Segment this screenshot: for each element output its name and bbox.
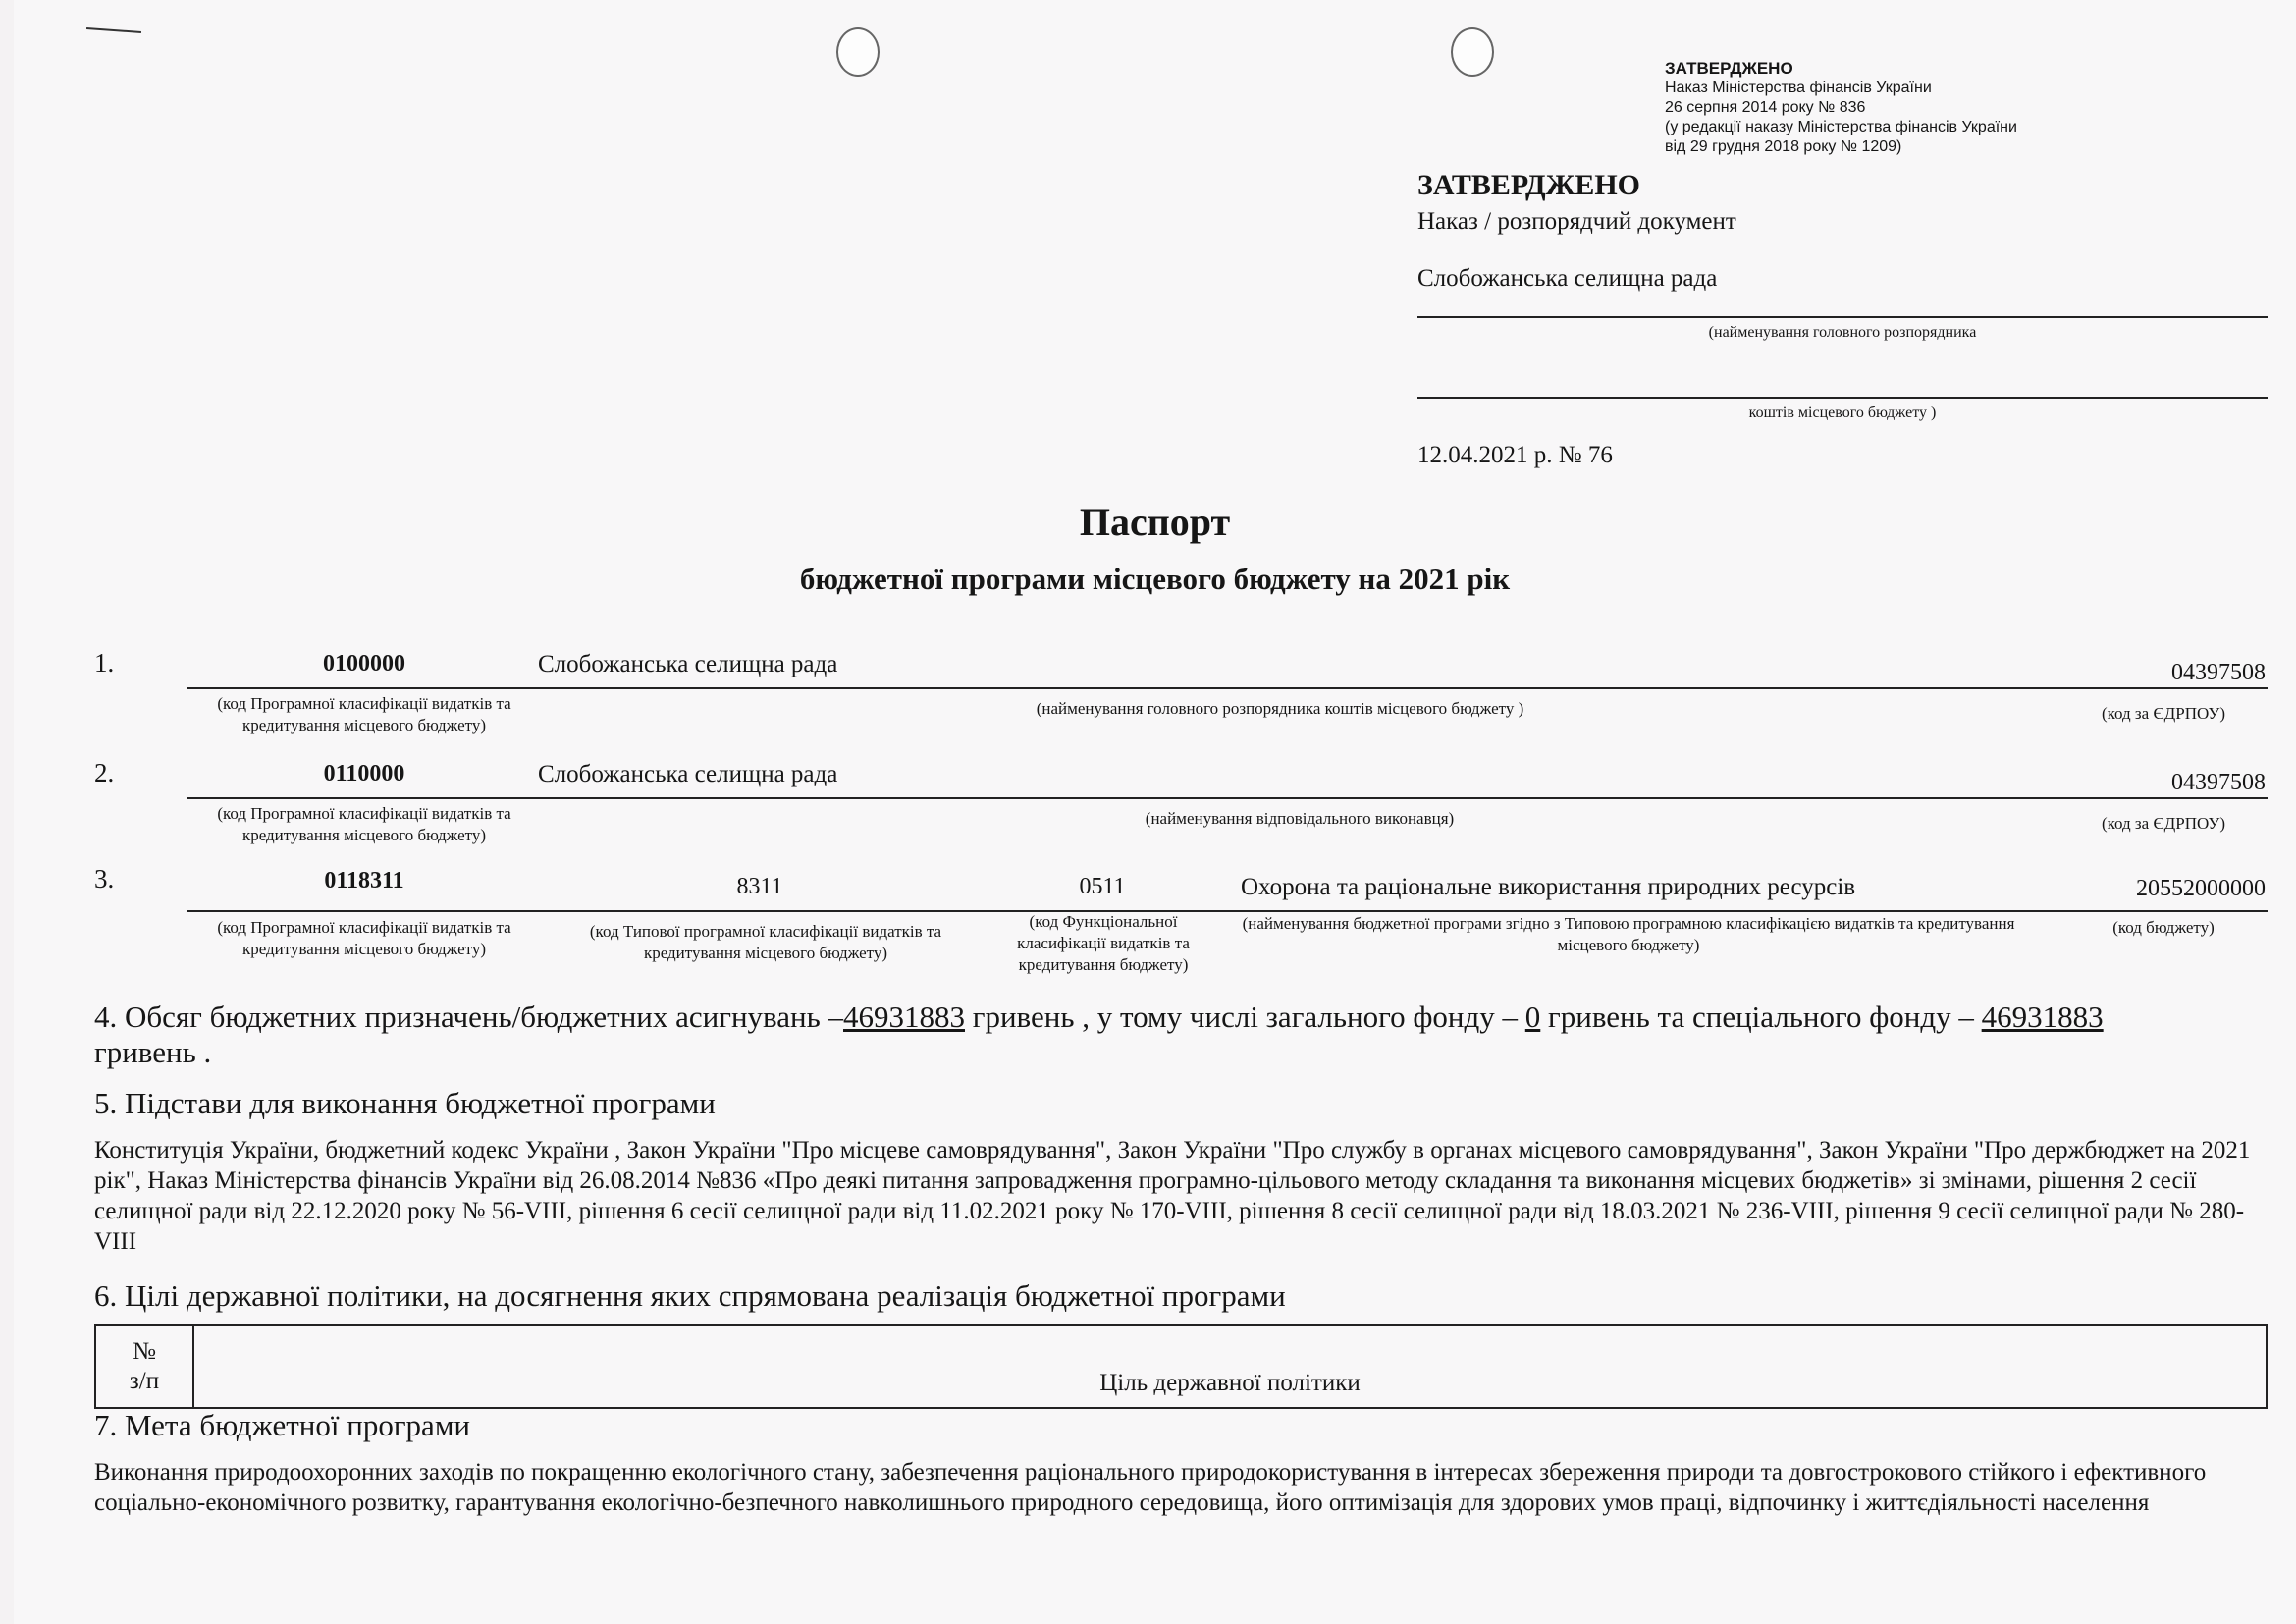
approval-line [1417,397,2268,399]
section5-title: 5. Підстави для виконання бюджетної програми [94,1086,716,1120]
row1-org-name: Слобожанська селищна рада [538,651,838,677]
row3-caption-functional: (код Функціональної класифікації видатків та кредитування бюджету) [1017,912,1190,974]
punch-hole-right [1451,27,1494,77]
row1-number: 1. [94,648,115,677]
section7-title: 7. Мета бюджетної програми [94,1408,471,1442]
row3-line [187,910,2268,912]
approval-caption: (найменування головного розпорядника [1708,324,1977,341]
approval-doc: Наказ / розпорядчий документ [1417,208,1736,235]
section4-total: 46931883 [843,1000,965,1034]
row1-program-code: 0100000 [323,651,405,677]
row3-program-code: 0118311 [324,868,404,893]
section4-suffix: гривень . [94,1035,212,1069]
approval-line [1417,316,2268,318]
section4-mid1: гривень , у тому числі загального фонду – [965,1000,1525,1034]
ministry-stamp-line: від 29 грудня 2018 року № 1209) [1665,138,1902,155]
row1-caption-code: (код Програмної класифікації видатків та кредитування місцевого бюджету) [217,694,511,734]
row3-typical-code: 8311 [736,874,783,899]
row2-program-code: 0110000 [323,761,405,786]
approval-date: 12.04.2021 р. № 76 [1417,442,1613,468]
row2-caption-name: (найменування відповідального виконавця) [1145,809,1455,828]
policy-goals-table [94,1324,2268,1409]
section4-mid2: гривень та спеціального фонду – [1540,1000,1982,1034]
punch-hole-left [836,27,880,77]
section4-general: 0 [1524,1000,1541,1034]
row2-line [187,797,2268,799]
ministry-stamp-line: (у редакції наказу Міністерства фінансів України [1665,119,2017,135]
table-header-number-line: № [133,1337,156,1365]
row2-caption-code: (код Програмної класифікації видатків та кредитування місцевого бюджету) [217,804,511,844]
row1-caption-name: (найменування головного розпорядника коштів місцевого бюджету ) [1036,699,1524,718]
scan-mark [86,27,141,33]
table-header-row [95,1325,2267,1408]
section4-special: 46931883 [1981,1000,2104,1034]
row3-functional-code: 0511 [1079,874,1126,899]
page-subtitle: бюджетної програми місцевого бюджету на 2021 рік [799,562,1511,596]
ministry-stamp-line: 26 серпня 2014 року № 836 [1665,99,1866,116]
row2-number: 2. [94,758,115,787]
row3-caption-budget: (код бюджету) [2112,918,2215,937]
row3-caption-name: (найменування бюджетної програми згідно з Типовою програмною класифікацією видатків та кредитування місцевого бюджету) [1242,914,2015,954]
document-page [14,0,2296,1624]
row2-edrpou: 04397508 [2171,770,2266,795]
row3-caption-typical: (код Типової програмної класифікації видатків та кредитування місцевого бюджету) [589,922,942,962]
row3-program-name: Охорона та раціональне використання природних ресурсів [1241,874,1856,900]
row2-caption-edrpou: (код за ЄДРПОУ) [2101,814,2226,833]
row1-caption-edrpou: (код за ЄДРПОУ) [2101,704,2226,723]
ministry-stamp-line: Наказ Міністерства фінансів України [1665,80,1932,96]
row3-caption-code: (код Програмної класифікації видатків та кредитування місцевого бюджету) [217,918,511,958]
approval-org: Слобожанська селищна рада [1417,265,1718,292]
table-header-number [95,1325,193,1408]
table-header-goal: Ціль державної політики [193,1325,2267,1408]
page-title: Паспорт [1079,500,1231,544]
row3-number: 3. [94,864,115,893]
section7-text: Виконання природоохоронних заходів по покращенню екологічного стану, забезпечення раціонального природокористування в інтересах збереження природи та довгострокового стійкого і ефективного соціально-економічного розвитку, гарантування екологічно-безпечного навколишнього природного середовища, його оптимізація для здорових умов праці, відпочинку і життєдіяльності населення [94,1459,2207,1516]
section4-prefix: 4. Обсяг бюджетних призначень/бюджетних асигнувань – [94,1000,843,1034]
section4-budget-volume [94,1000,2273,1070]
row2-org-name: Слобожанська селищна рада [538,761,838,787]
row3-budget-code: 20552000000 [2136,876,2266,901]
section6-title: 6. Цілі державної політики, на досягнення яких спрямована реалізація бюджетної програми [94,1278,1286,1313]
ministry-stamp [1665,59,2017,157]
row1-edrpou: 04397508 [2171,660,2266,685]
ministry-stamp-title: ЗАТВЕРДЖЕНО [1665,59,1793,78]
row1-line [187,687,2268,689]
approval-title: ЗАТВЕРДЖЕНО [1417,169,1640,201]
section5-text: Конституція України, бюджетний кодекс України , Закон України "Про місцеве самоврядування", Закон України "Про службу в органах місцевого самоврядування", Закон України "Про держбюджет на 2021 рік", Наказ Міністерства фінансів України від 26.08.2014 №836 «Про деякі питання запровадження програмно-цільового методу складання та виконання місцевих бюджетів» зі змінами, рішення 2 сесії селищної ради від 22.12.2020 року № 56-VIII, рішення 6 сесії селищної ради від 11.02.2021 року № 170-VIII, рішення 8 сесії селищної ради від 18.03.2021 № 236-VIII, рішення 9 сесії селищної ради № 280-VIII [94,1137,2251,1255]
approval-caption: коштів місцевого бюджету ) [1748,405,1937,421]
table-header-number-line: з/п [129,1367,160,1394]
